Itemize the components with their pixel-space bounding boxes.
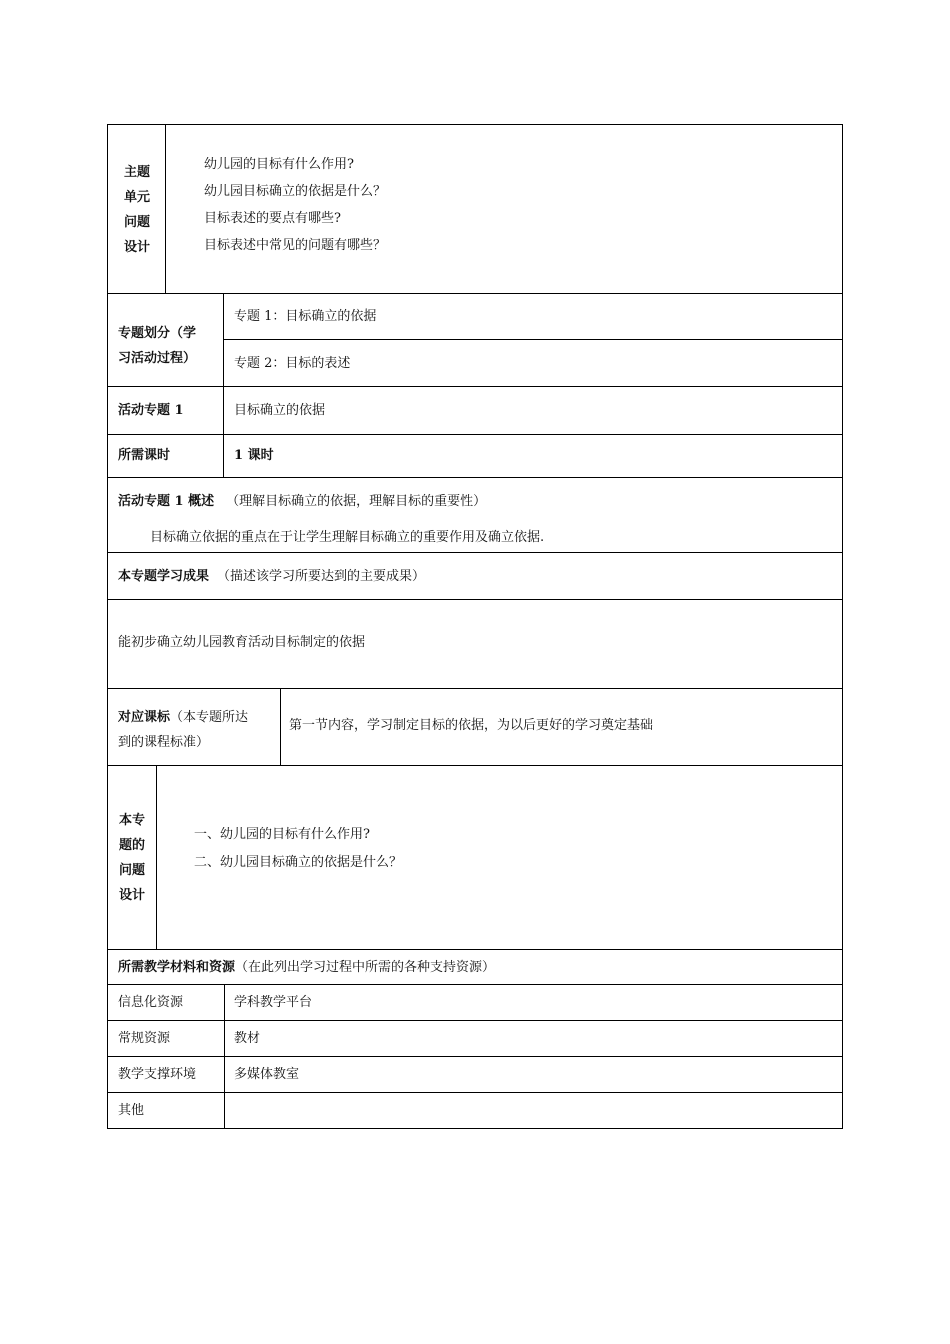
topic-questions-label: 本专 题的 问题 设计	[119, 813, 146, 903]
overview-label: 活动专题 1 概述	[118, 494, 215, 509]
outcome-note: （描述该学习所要达到的主要成果）	[217, 569, 426, 584]
unit-questions-label: 主题 单元 问题 设计	[124, 165, 151, 255]
overview-section	[107, 477, 843, 552]
standard-note-1: （本专题所达	[170, 710, 249, 725]
lesson-design-table	[107, 124, 843, 1129]
overview-heading	[118, 494, 486, 510]
resource-name: 信息化资源	[118, 995, 184, 1010]
activity-section	[107, 386, 843, 434]
resource-value: 多媒体教室	[234, 1067, 300, 1082]
list-item: 二、幼儿园目标确立的依据是什么？	[194, 855, 403, 870]
activity-value: 目标确立的依据	[234, 403, 326, 418]
resource-name: 教学支撑环境	[118, 1067, 197, 1082]
unit-questions-list	[204, 151, 386, 259]
hours-section	[107, 434, 843, 477]
resource-value: 教材	[234, 1031, 261, 1046]
topics-label: 专题划分（学 习活动过程）	[118, 326, 197, 366]
topic-item-2: 专题 2：目标的表述	[234, 356, 351, 371]
topic-questions-list	[194, 821, 402, 877]
standard-label: 对应课标	[118, 710, 171, 725]
standard-label-block	[118, 705, 248, 755]
hours-label: 所需课时	[118, 448, 171, 463]
outcome-text-section	[107, 599, 843, 688]
outcome-heading	[118, 569, 425, 585]
overview-text: 目标确立依据的重点在于让学生理解目标确立的重要作用及确立依据.	[150, 530, 545, 545]
resources-label: 所需教学材料和资源	[118, 960, 236, 975]
resource-value: 学科教学平台	[234, 995, 313, 1010]
resource-name: 其他	[118, 1103, 145, 1118]
list-item: 幼儿园目标确立的依据是什么？	[204, 184, 387, 199]
overview-note: （理解目标确立的依据，理解目标的重要性）	[226, 494, 487, 509]
topics-section	[107, 293, 843, 386]
table-row	[107, 1020, 843, 1056]
standard-value: 第一节内容，学习制定目标的依据，为以后更好的学习奠定基础	[289, 718, 654, 733]
table-row	[107, 1056, 843, 1092]
standard-note-2: 到的课程标准）	[118, 735, 210, 750]
resources-note: （在此列出学习过程中所需的各种支持资源）	[235, 960, 496, 975]
resources-heading	[118, 960, 495, 976]
list-item: 目标表述的要点有哪些?	[204, 211, 341, 226]
topic-item-1: 专题 1：目标确立的依据	[234, 309, 377, 324]
list-item: 目标表述中常见的问题有哪些？	[204, 238, 387, 253]
list-item: 幼儿园的目标有什么作用?	[204, 157, 354, 172]
outcome-heading-section	[107, 552, 843, 599]
outcome-label: 本专题学习成果	[118, 569, 210, 584]
standard-section	[107, 688, 843, 765]
table-row	[107, 1092, 843, 1129]
table-row	[107, 984, 843, 1020]
resource-name: 常规资源	[118, 1031, 171, 1046]
resources-heading-section	[107, 949, 843, 984]
hours-value: 1 课时	[234, 448, 274, 463]
topic-questions-section	[107, 765, 843, 949]
activity-label: 活动专题 1	[118, 403, 184, 418]
unit-questions-section	[107, 124, 843, 293]
list-item: 一、幼儿园的目标有什么作用?	[194, 827, 370, 842]
outcome-text: 能初步确立幼儿园教育活动目标制定的依据	[118, 635, 366, 650]
